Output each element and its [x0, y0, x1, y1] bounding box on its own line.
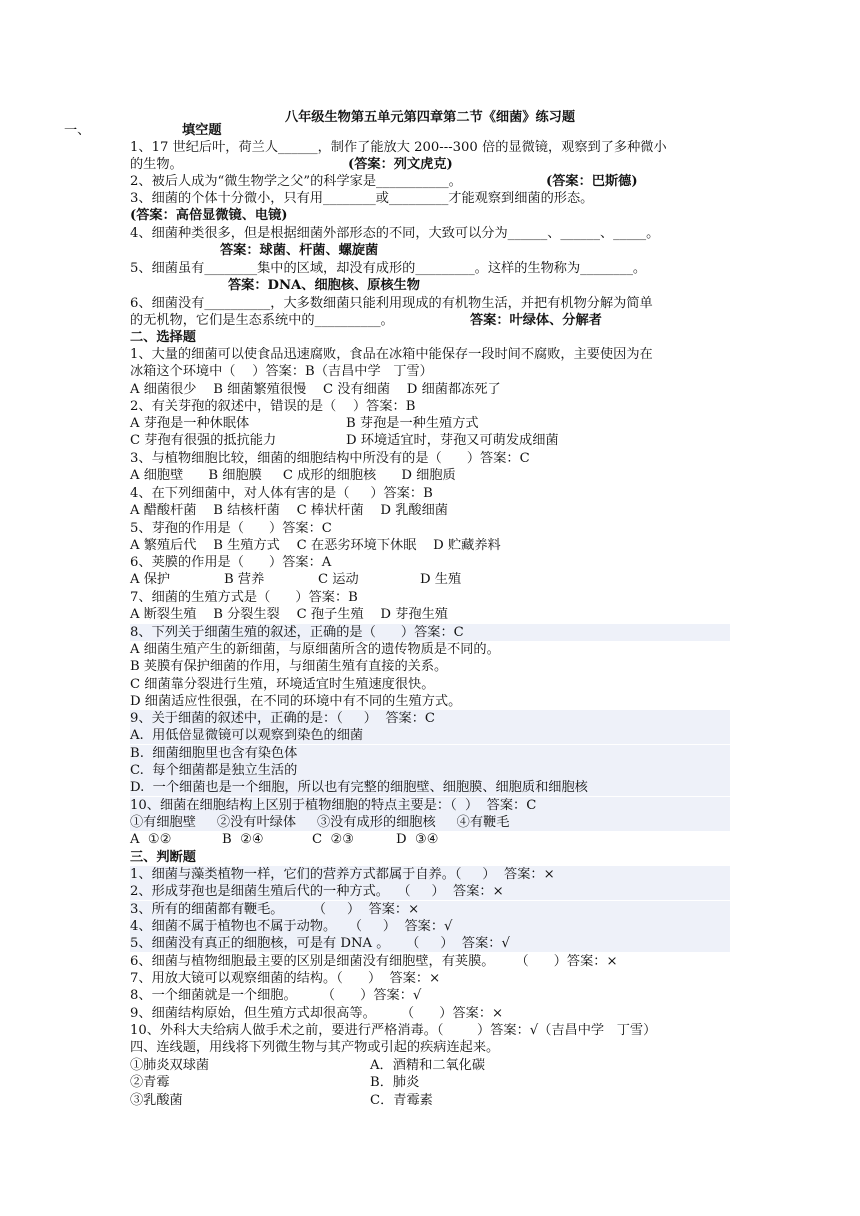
section-heading: 二、选择题 — [130, 330, 196, 345]
answer-text: 答案：叶绿体、分解者 — [470, 313, 602, 328]
option-item: D 环境适宜时，芽孢又可萌发成细菌 — [346, 433, 559, 448]
question-line: 冰箱这个环境中（ ）答案：B（吉昌中学 丁雪） — [130, 364, 433, 379]
option-item: C ②③ — [312, 832, 355, 847]
option-line: A 细胞壁 B 细胞膜 C 成形的细胞核 D 细胞质 — [130, 468, 456, 483]
option-item: D 生殖 — [420, 572, 462, 587]
question-line: 9、关于细菌的叙述中，正确的是：（ ） 答案：C — [130, 710, 730, 727]
question-line: 2、被后人成为“微生物学之父”的科学家是___________。 — [130, 174, 462, 189]
question-line: 5、芽孢的作用是（ ）答案：C — [130, 521, 332, 536]
question-line: 6、荚膜的作用是（ ）答案：A — [130, 555, 332, 570]
option-line: A 细菌生殖产生的新细菌，与原细菌所含的遗传物质是不同的。 — [130, 642, 500, 657]
question-line: 1、17 世纪后叶，荷兰人______，制作了能放大 200---300 倍的显微镜，观察到了多种微小 — [130, 140, 667, 155]
question-line: 8、下列关于细菌生殖的叙述，正确的是（ ）答案：C — [130, 624, 730, 641]
question-line: 3、与植物细胞比较，细菌的细胞结构中所没有的是（ ）答案：C — [130, 451, 530, 466]
option-item: C 芽孢有很强的抵抗能力 — [130, 433, 277, 448]
judge-item: 7、用放大镜可以观察细菌的结构。（ ） 答案：× — [130, 971, 441, 986]
judge-item: 6、细菌与植物细胞最主要的区别是细菌没有细胞壁，有荚膜。 （ ）答案：× — [130, 954, 618, 969]
option-line: A. 用低倍显微镜可以观察到染色的细菌 — [130, 727, 730, 744]
option-line: C. 每个细菌都是独立生活的 — [130, 762, 730, 779]
section-heading: 填空题 — [182, 123, 222, 138]
option-item: D ③④ — [396, 832, 439, 847]
option-line: A 断裂生殖 B 分裂生裂 C 孢子生殖 D 芽孢生殖 — [130, 607, 448, 622]
question-line: 5、细菌虽有________集中的区域，却没有成形的_________。这样的生物称为________。 — [130, 261, 647, 276]
option-line: D 细菌适应性很强，在不同的环境中有不同的生殖方式。 — [130, 694, 462, 709]
question-line: 1、大量的细菌可以使食品迅速腐败，食品在冰箱中能保存一段时间不腐败，主要使因为在 — [130, 347, 653, 362]
match-right-item: B．肺炎 — [370, 1075, 420, 1090]
question-line: 4、在下列细菌中，对人体有害的是（ ）答案：B — [130, 486, 433, 501]
answer-text: (答案：巴斯德) — [546, 174, 638, 189]
option-item: B ②④ — [222, 832, 264, 847]
match-left-item: ③乳酸菌 — [130, 1093, 183, 1108]
judge-item: 2、形成芽孢也是细菌生殖后代的一种方式。 （ ） 答案：× — [130, 883, 730, 900]
option-line: B 荚膜有保护细菌的作用，与细菌生殖有直接的关系。 — [130, 659, 448, 674]
match-right-item: C．青霉素 — [370, 1093, 433, 1108]
option-item: B 芽孢是一种生殖方式 — [346, 416, 479, 431]
judge-item: 5、细菌没有真正的细胞核，可是有 DNA 。 （ ） 答案：√ — [130, 935, 730, 952]
document-title: 八年级生物第五单元第四章第二节《细菌》练习题 — [284, 110, 576, 125]
match-left-item: ①肺炎双球菌 — [130, 1058, 210, 1073]
question-line: 3、细菌的个体十分微小，只有用________或_________才能观察到细菌的形态。 — [130, 191, 594, 206]
match-left-item: ②青霉 — [130, 1075, 170, 1090]
option-item: C 运动 — [318, 572, 359, 587]
match-right-item: A．酒精和二氧化碳 — [370, 1058, 486, 1073]
section-heading: 四、连线题，用线将下列微生物与其产物或引起的疾病连起来。 — [130, 1040, 500, 1055]
question-line: 的无机物，它们是生态系统中的__________。 — [130, 313, 394, 328]
judge-item: 4、细菌不属于植物也不属于动物。 （ ） 答案：√ — [130, 918, 730, 935]
judge-item: 9、细菌结构原始，但生殖方式却很高等。 （ ）答案：× — [130, 1006, 504, 1021]
option-line: B. 细菌细胞里也含有染色体 — [130, 745, 730, 762]
option-line: C 细菌靠分裂进行生殖，环境适宜时生殖速度很快。 — [130, 677, 435, 692]
option-line: D. 一个细菌也是一个细胞，所以也有完整的细胞壁、细胞膜、细胞质和细胞核 — [130, 779, 730, 796]
option-item: A 保护 — [130, 572, 171, 587]
section-heading: 三、判断题 — [130, 850, 196, 865]
option-line: A 繁殖后代 B 生殖方式 C 在恶劣环境下休眠 D 贮藏养料 — [130, 538, 501, 553]
answer-text: (答案：列文虎克) — [348, 157, 453, 172]
question-line: 2、有关芽孢的叙述中，错误的是（ ）答案：B — [130, 399, 416, 414]
question-line: 4、细菌种类很多，但是根据细菌外部形态的不同，大致可以分为______、______、_____。 — [130, 226, 660, 241]
question-line: 10、细菌在细胞结构上区别于植物细胞的特点主要是：（ ） 答案：C — [130, 797, 730, 814]
judge-item: 1、细菌与藻类植物一样，它们的营养方式都属于自养。（ ） 答案：× — [130, 866, 730, 883]
section-number: 一、 — [64, 123, 91, 138]
option-line: A 细菌很少 B 细菌繁殖很慢 C 没有细菌 D 细菌都冻死了 — [130, 382, 501, 397]
judge-item: 3、所有的细菌都有鞭毛。 （ ） 答案：× — [130, 901, 730, 918]
option-line: A 醋酸杆菌 B 结核杆菌 C 棒状杆菌 D 乳酸细菌 — [130, 503, 448, 518]
judge-item: 8、一个细菌就是一个细胞。 （ ）答案：√ — [130, 988, 422, 1003]
option-item: B 营养 — [224, 572, 265, 587]
option-item: A 芽孢是一种休眠体 — [130, 416, 250, 431]
judge-item: 10、外科大夫给病人做手术之前，要进行严格消毒。（ ）答案：√（吉昌中学 丁雪） — [130, 1023, 657, 1038]
answer-text: 答案：球菌、杆菌、螺旋菌 — [220, 243, 379, 258]
question-line: 6、细菌没有__________，大多数细菌只能利用现成的有机物生活，并把有机物分解为简单 — [130, 296, 653, 311]
option-line: ①有细胞壁 ②没有叶绿体 ③没有成形的细胞核 ④有鞭毛 — [130, 814, 730, 831]
question-line: 7、细菌的生殖方式是（ ）答案：B — [130, 590, 358, 605]
answer-text: (答案：高倍显微镜、电镜) — [130, 208, 288, 223]
question-line: 的生物。 — [130, 157, 183, 172]
answer-text: 答案：DNA、细胞核、原核生物 — [228, 278, 420, 293]
option-item: A ①② — [130, 832, 172, 847]
